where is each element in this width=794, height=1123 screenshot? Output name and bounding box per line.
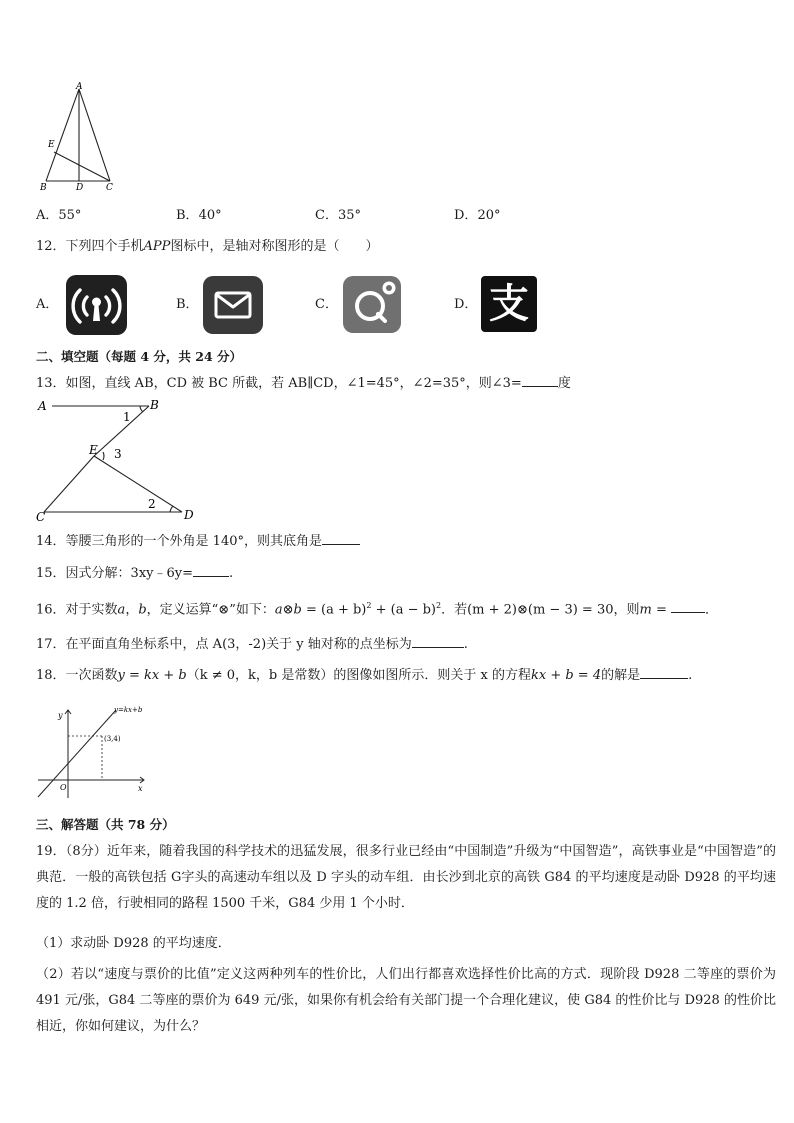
section-3-title: 三、解答题（共 78 分） [36,817,175,832]
wifi-signal-icon [66,275,127,335]
q11-option-b: B．40° [176,208,222,223]
q13-label-2: 2 [148,497,156,511]
q12-stem: 12．下列四个手机APP图标中，是轴对称图形的是（ ） [36,239,379,254]
q15-answer-blank[interactable] [193,563,229,577]
q13-parallel-lines-figure [34,396,206,524]
q19-paragraph-1: 19．（8分）近年来，随着我国的科学技术的迅猛发展，很多行业已经由“中国制造”升级为“中国智造”，高铁事业是“中国智造”的典范．一般的高铁包括 G字头的高速动车组以及 D 字头的动车组．由长沙到北京的高铁 G84 的平均速度是动卧 D928 的平均速度的 1.2 倍，行驶相同的路程 1500 千米，G84 少用 1 个小时． [36,844,776,911]
section-2-title: 二、填空题（每题 4 分，共 24 分） [36,349,243,364]
q18-linear-graph [36,702,154,802]
q13-label-d: D [184,508,194,522]
q11-triangle-figure [36,80,120,192]
q18-origin-label: O [60,783,67,792]
q11-option-d: D．20° [454,208,501,223]
q18-x-label: x [138,784,143,793]
q11-label-c: C [106,183,113,192]
q18-fn-label: y=kx+b [114,706,143,714]
q18-y-label: y [58,711,63,720]
alipay-glyph: 支 [489,281,529,327]
q16-answer-blank[interactable] [671,599,705,613]
q13-label-b: B [150,398,159,412]
q17-answer-blank[interactable] [412,634,464,648]
q11-label-b: B [40,183,47,192]
q18-answer-blank[interactable] [640,665,688,679]
q15-stem: 15．因式分解：3xy﹣6y= . [36,563,233,583]
q12-option-d-key: D． [454,297,478,312]
q18-stem: 18．一次函数y = kx + b（k ≠ 0，k，b 是常数）的图像如图所示．则关于 x 的方程kx + b = 4的解是 . [36,665,692,685]
q14-stem: 14．等腰三角形的一个外角是 140°，则其底角是 [36,531,360,551]
search-q-icon [343,276,401,333]
q13-stem: 13．如图，直线 AB，CD 被 BC 所截，若 AB∥CD，∠1=45°，∠2=35°，则∠3= 度 [36,373,571,393]
q16-stem: 16．对于实数a，b，定义运算“⊗”如下：a⊗b = $(a + b)^2 + (a - b)^2$．若(m + 2)⊗(m − 3) = 30，则m = ． [36,601,719,618]
q13-label-1: 1 [123,410,131,424]
q12-option-a-key: A． [36,297,59,312]
q12-option-b-key: B． [176,297,199,312]
q18-point-label: (3,4) [104,735,121,743]
q13-label-c: C [36,510,46,524]
q17-stem: 17．在平面直角坐标系中，点 A(3，-2)关于 y 轴对称的点坐标为 . [36,634,468,654]
alipay-zhi-icon [481,276,537,332]
q11-option-c: C．35° [315,208,361,223]
q11-label-e: E [48,140,55,150]
q11-label-d: D [76,183,84,192]
q13-label-a: A [38,399,47,413]
q13-answer-blank[interactable] [522,373,558,387]
q14-answer-blank[interactable] [322,531,360,545]
q13-label-3: 3 [114,447,122,461]
mail-envelope-icon [203,276,263,334]
q19-part-2: （2）若以“速度与票价的比值”定义这两种列车的性价比，人们出行都喜欢选择性价比高的方式．现阶段 D928 二等座的票价为 491 元/张，G84 二等座的票价为 649 元/张，如果你有机会给有关部门提一个合理化建议，使 G84 的性价比与 D928 的性价比相近，你如何建议，为什么？ [36,967,776,1034]
q12-option-c-key: C． [315,297,338,312]
q11-label-a: A [76,82,83,92]
q11-option-a: A．55° [36,208,82,223]
q13-label-e: E [89,443,98,457]
q19-part-1: （1）求动卧 D928 的平均速度． [36,936,231,951]
